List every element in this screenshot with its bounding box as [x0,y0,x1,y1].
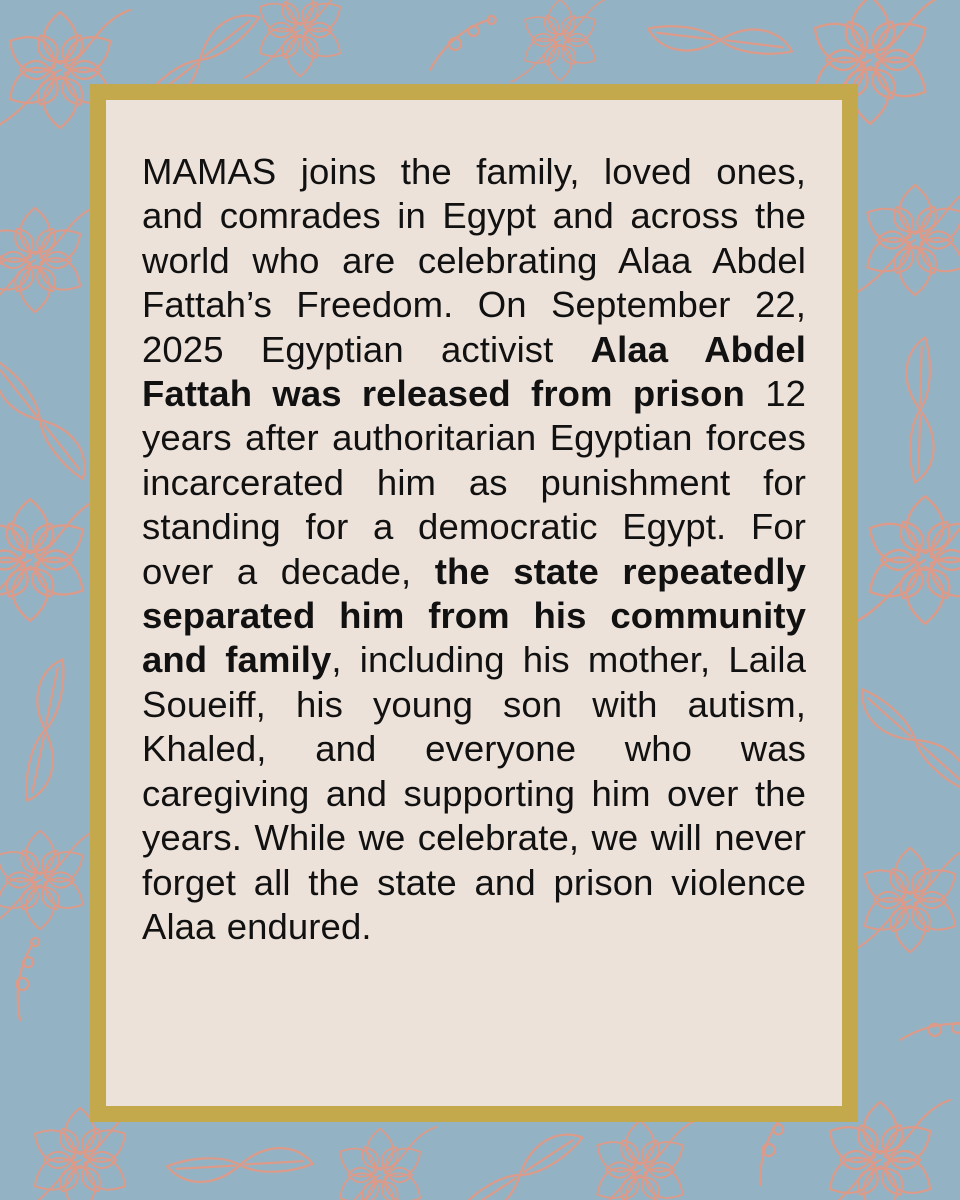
statement-paragraph [142,150,806,949]
statement-text-middle: 12 years after authoritarian Egyptian forces incarcerated him as punishment for standing for a democratic Egypt. For over a decade, [142,373,806,592]
statement-text-intro: MAMAS joins the family, loved ones, and comrades in Egypt and across the world who are celebrating Alaa Abdel Fattah’s Freedom. On September 22, 2025 Egyptian activist [142,151,806,370]
statement-bold-release: Alaa Abdel Fattah was released from prison [142,328,806,415]
text-panel [106,100,842,1106]
gold-frame [90,84,858,1122]
statement-bold-separation: the state repeatedly separated him from his community and family [142,550,806,681]
statement-text-closing: , including his mother, Laila Soueiff, his young son with autism, Khaled, and everyone who was caregiving and supporting him over the years. While we celebrate, we will never forget all the state and prison violence Alaa endured. [142,639,806,947]
